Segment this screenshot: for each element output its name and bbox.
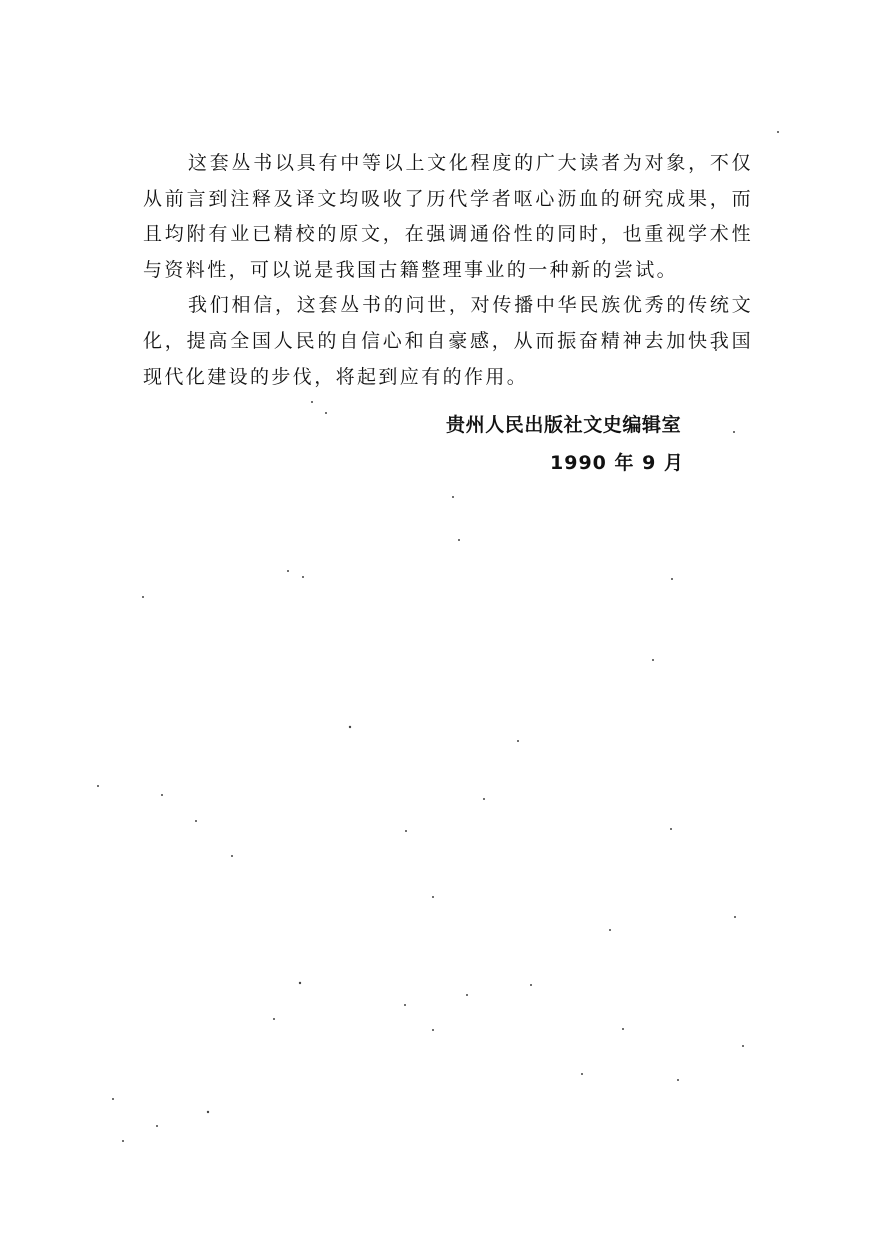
paragraph: 我们相信，这套丛书的问世，对传播中华民族优秀的传统文化，提高全国人民的自信心和自豪感，从而振奋精神去加快我国现代化建设的步伐，将起到应有的作用。 — [143, 294, 753, 388]
paragraph: 这套丛书以具有中等以上文化程度的广大读者为对象，不仅从前言到注释及译文均吸收了历代学者呕心沥血的研究成果，而且均附有业已精校的原文，在强调通俗性的同时，也重视学术性与资料性，可以说是我国古籍整理事业的一种新的尝试。 — [143, 152, 753, 281]
signature-date: 1990 年 9 月 — [550, 452, 684, 474]
signature-organization: 贵州人民出版社文史编辑室 — [446, 414, 682, 436]
body-text — [143, 146, 753, 395]
